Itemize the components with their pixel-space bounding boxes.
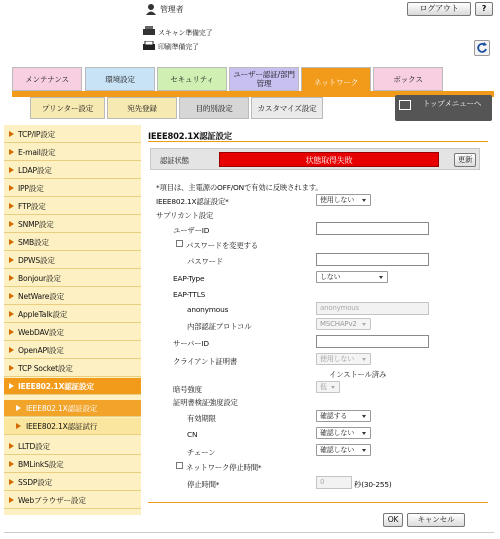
client-cert-select[interactable]: 使用しない — [316, 353, 371, 365]
validity-label: 有効期限 — [187, 414, 216, 423]
server-id-label: サーバーID — [173, 339, 209, 348]
scanner-icon — [143, 26, 155, 36]
chain-select[interactable]: 確認しない — [316, 444, 371, 456]
stop-time-label: 停止時間* — [187, 480, 220, 489]
sidebar-item-snmp[interactable]: SNMP設定 — [4, 216, 141, 233]
logout-button[interactable]: ログアウト — [407, 2, 471, 16]
sidebar-item-openapi[interactable]: OpenAPI設定 — [4, 342, 141, 359]
anonymous-label: anonymous — [187, 305, 229, 314]
footer-rule — [148, 502, 488, 503]
anonymous-input[interactable]: anonymous — [316, 302, 429, 315]
tab-maintenance[interactable]: メンテナンス — [12, 67, 82, 91]
auth-status-label: 認証状態 — [160, 156, 189, 165]
sidebar-item-ldap[interactable]: LDAP設定 — [4, 162, 141, 179]
auth-status-value: 状態取得失敗 — [219, 152, 439, 167]
eap-ttls-label: EAP-TTLS — [173, 290, 206, 299]
stop-time-input[interactable]: 0 — [316, 476, 352, 489]
tab-security[interactable]: セキュリティ — [157, 67, 227, 91]
sidebar-item-bonjour[interactable]: Bonjour設定 — [4, 270, 141, 287]
sidebar-item-ssdp[interactable]: SSDP設定 — [4, 474, 141, 491]
password-label: パスワード — [187, 257, 223, 266]
tab-user-auth[interactable]: ユーザー認証/部門管理 — [229, 67, 299, 91]
top-menu-label: トップメニューへ — [422, 99, 482, 108]
subtab-printer[interactable]: プリンター設定 — [30, 97, 105, 119]
sidebar-subitem-ieee-settings[interactable]: IEEE802.1X認証設定 — [4, 400, 141, 417]
subtab-destination[interactable]: 宛先登録 — [107, 97, 177, 119]
change-password-checkbox[interactable] — [176, 240, 183, 247]
sidebar-item-ieee8021x[interactable]: IEEE802.1X認証設定 — [4, 378, 141, 395]
help-button[interactable]: ? — [475, 2, 493, 16]
chain-label: チェーン — [187, 448, 216, 457]
title-rule — [148, 141, 488, 142]
cn-select[interactable]: 確認しない — [316, 427, 371, 439]
password-input[interactable] — [316, 253, 429, 266]
sidebar-item-dpws[interactable]: DPWS設定 — [4, 252, 141, 269]
sidebar-item-appletalk[interactable]: AppleTalk設定 — [4, 306, 141, 323]
note-text: *項目は、主電源のOFF/ONで有効に反映されます。 — [156, 183, 323, 192]
sidebar-subitem-ieee-test[interactable]: IEEE802.1X認証試行 — [4, 418, 141, 435]
top-menu-button[interactable] — [395, 95, 492, 121]
sidebar-item-ftp[interactable]: FTP設定 — [4, 198, 141, 215]
eap-type-select[interactable]: しない — [316, 271, 388, 283]
sidebar-item-ipp[interactable]: IPP設定 — [4, 180, 141, 197]
sidebar-item-tcp-socket[interactable]: TCP Socket設定 — [4, 360, 141, 377]
user-icon — [145, 3, 157, 15]
inner-protocol-select[interactable]: MSCHAPv2 — [316, 318, 371, 330]
change-password-label: パスワードを変更する — [186, 241, 258, 250]
tab-box[interactable]: ボックス — [373, 67, 443, 91]
page-title: IEEE802.1X認証設定 — [148, 131, 232, 141]
network-stop-checkbox[interactable] — [176, 462, 183, 469]
ieee-setting-select[interactable]: 使用しない — [316, 194, 371, 206]
cancel-button[interactable]: キャンセル — [407, 513, 465, 527]
cert-verify-label: 証明書検証強度設定 — [173, 398, 238, 407]
user-label: 管理者 — [160, 5, 184, 14]
tab-environment[interactable]: 環境設定 — [85, 67, 155, 91]
userid-label: ユーザーID — [173, 226, 210, 235]
validity-select[interactable]: 確認する — [316, 410, 371, 422]
ok-button[interactable]: OK — [383, 513, 403, 527]
subtab-customize[interactable]: カスタマイズ設定 — [251, 97, 323, 119]
inner-protocol-label: 内部認証プロトコル — [187, 322, 252, 331]
network-stop-label: ネットワーク停止時間* — [186, 463, 262, 472]
eap-type-label: EAP-Type — [173, 274, 205, 283]
reload-icon[interactable] — [474, 40, 490, 56]
client-cert-label: クライアント証明書 — [173, 357, 237, 366]
scan-status: スキャン準備完了 — [158, 29, 213, 37]
sidebar-item-email[interactable]: E-mail設定 — [4, 144, 141, 161]
encryption-label: 暗号強度 — [173, 385, 202, 394]
sidebar-item-netware[interactable]: NetWare設定 — [4, 288, 141, 305]
userid-input[interactable] — [316, 222, 429, 235]
top-menu-icon — [399, 100, 411, 110]
bottom-rule — [4, 532, 494, 533]
tab-network[interactable]: ネットワーク — [301, 67, 371, 97]
stop-time-unit: 秒(30-255) — [354, 480, 392, 489]
sidebar-item-lltd[interactable]: LLTD設定 — [4, 438, 141, 455]
server-id-input[interactable] — [316, 335, 429, 348]
sidebar-item-web-browser[interactable]: Webブラウザー設定 — [4, 492, 141, 509]
ieee-setting-label: IEEE802.1X認証設定* — [156, 197, 229, 206]
encryption-select[interactable]: 低 — [316, 381, 340, 393]
refresh-button[interactable]: 更新 — [454, 153, 476, 167]
cn-label: CN — [187, 430, 198, 439]
sidebar-item-tcpip[interactable]: TCP/IP設定 — [4, 126, 141, 143]
sidebar-item-bmlinks[interactable]: BMLinkS設定 — [4, 456, 141, 473]
printer-icon — [143, 41, 155, 51]
sidebar-item-smb[interactable]: SMB設定 — [4, 234, 141, 251]
supplicant-label: サプリカント設定 — [156, 211, 214, 220]
print-status: 印刷準備完了 — [158, 43, 199, 51]
subtab-purpose[interactable]: 目的別設定 — [179, 97, 249, 119]
install-done-text: インストール済み — [329, 370, 387, 379]
sidebar-item-webdav[interactable]: WebDAV設定 — [4, 324, 141, 341]
